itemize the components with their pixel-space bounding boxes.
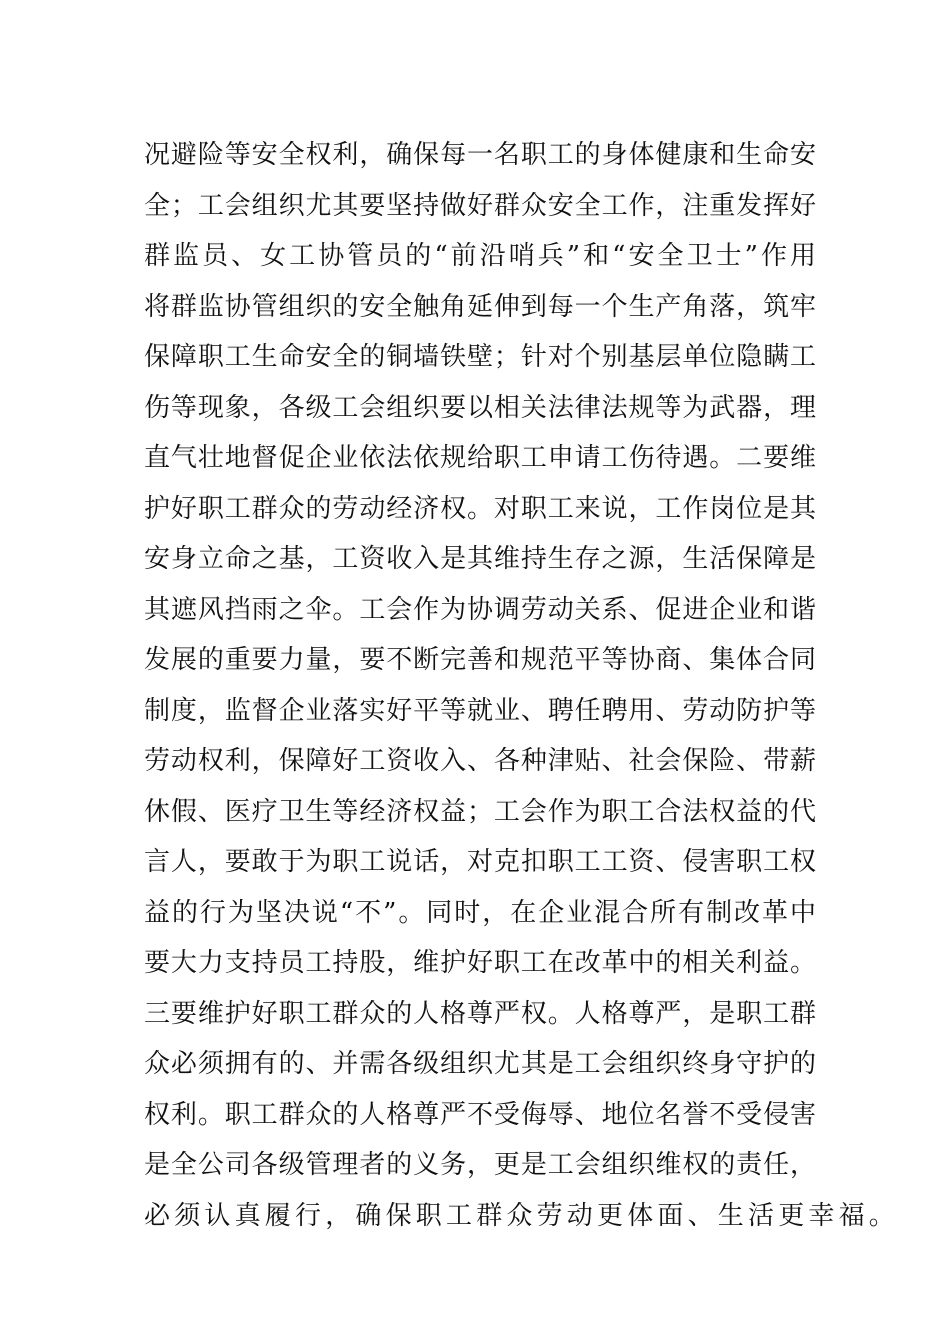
text-line: 要大力支持员工持股，维护好职工在改革中的相关利益。 bbox=[144, 948, 816, 978]
text-line: 众必须拥有的、并需各级组织尤其是工会组织终身守护的 bbox=[144, 1049, 816, 1079]
text-line: 况避险等安全权利，确保每一名职工的身体健康和生命安 bbox=[144, 140, 816, 170]
text-line: 权利。职工群众的人格尊严不受侮辱、地位名誉不受侵害 bbox=[144, 1099, 816, 1130]
text-line: 三要维护好职工群众的人格尊严权。人格尊严，是职工群 bbox=[144, 998, 816, 1029]
body-text bbox=[144, 130, 900, 1241]
text-line: 其遮风挡雨之伞。工会作为协调劳动关系、促进企业和谐 bbox=[144, 594, 816, 625]
text-line: 休假、医疗卫生等经济权益；工会作为职工合法权益的代 bbox=[144, 796, 816, 827]
text-line: 全；工会组织尤其要坚持做好群众安全工作，注重发挥好 bbox=[144, 190, 816, 221]
text-line: 言人，要敢于为职工说话，对克扣职工工资、侵害职工权 bbox=[144, 847, 816, 877]
text-line: 是全公司各级管理者的义务，更是工会组织维权的责任， bbox=[144, 1150, 816, 1180]
text-line: 安身立命之基，工资收入是其维持生存之源，生活保障是 bbox=[144, 544, 816, 574]
text-line-last: 必须认真履行，确保职工群众劳动更体面、生活更幸福。 bbox=[144, 1200, 900, 1231]
text-line: 发展的重要力量，要不断完善和规范平等协商、集体合同 bbox=[144, 645, 816, 675]
text-line: 群监员、女工协管员的“前沿哨兵”和“安全卫士”作用 bbox=[144, 241, 816, 271]
text-line: 护好职工群众的劳动经济权。对职工来说，工作岗位是其 bbox=[144, 493, 816, 524]
text-line: 保障职工生命安全的铜墙铁壁；针对个别基层单位隐瞒工 bbox=[144, 342, 816, 372]
text-line: 劳动权利，保障好工资收入、各种津贴、社会保险、带薪 bbox=[144, 746, 816, 776]
text-line: 将群监协管组织的安全触角延伸到每一个生产角落，筑牢 bbox=[144, 291, 816, 322]
text-line: 直气壮地督促企业依法依规给职工申请工伤待遇。二要维 bbox=[144, 443, 816, 473]
text-line: 伤等现象，各级工会组织要以相关法律法规等为武器，理 bbox=[144, 392, 816, 423]
text-line: 益的行为坚决说“不”。同时，在企业混合所有制改革中 bbox=[144, 897, 816, 928]
text-line: 制度，监督企业落实好平等就业、聘任聘用、劳动防护等 bbox=[144, 695, 816, 726]
